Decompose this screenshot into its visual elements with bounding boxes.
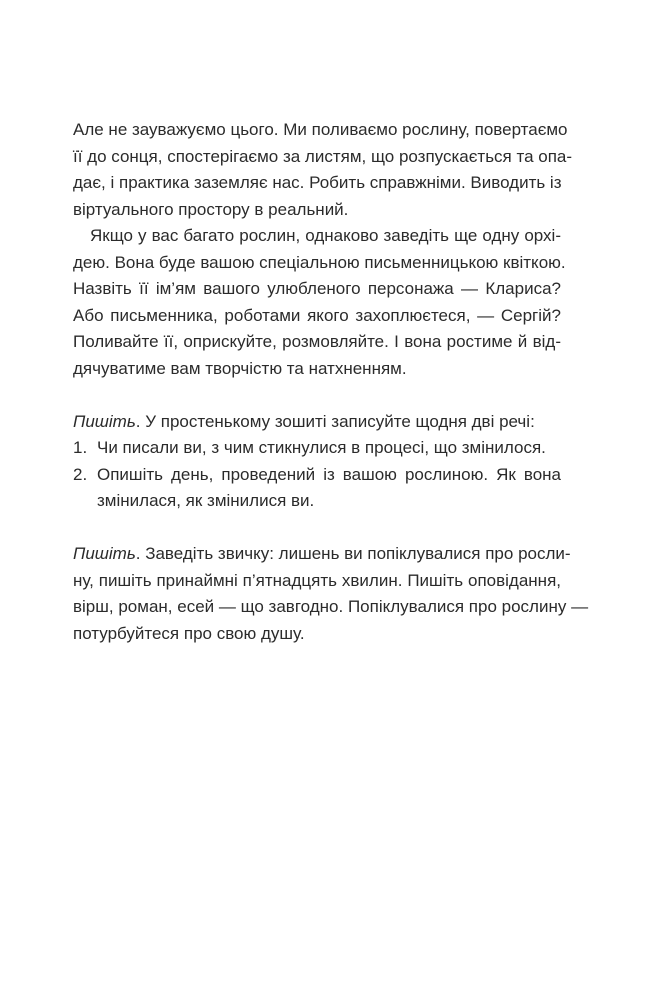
list-item-text: змінилася, як змінилися ви. [97, 491, 315, 510]
paragraph-writing-flower [73, 223, 566, 382]
text-line: дячуватиме вам творчістю та натхненням. [73, 358, 407, 378]
list-item-text: Чи писали ви, з чим стикнулися в процесі, що змінилося. [97, 438, 546, 457]
text-line: її до сонця, спостерігаємо за листям, що розпускається та опа- [73, 146, 573, 166]
text-line: вірш, роман, есей — що завгодно. Попіклувалися про рослину — [73, 597, 589, 616]
exercise-intro [73, 409, 561, 436]
list-item-text: Опишіть день, проведений із вашою рослиною. Як вона [97, 464, 561, 484]
text-line: потурбуйтеся про свою душу. [73, 623, 305, 643]
text-line: Якщо у вас багато рослин, однаково заведіть ще одну орхі- [90, 226, 561, 245]
paragraph-gap [73, 515, 561, 542]
book-page [73, 117, 589, 647]
exercise-lead: Пишіть [73, 411, 136, 431]
text-line: ну, пишіть принаймні п’ятнадцять хвилин. Пишіть оповідання, [73, 570, 561, 590]
paragraph-gap [73, 382, 561, 409]
list-number: 1. [73, 438, 88, 457]
text-line: дає, і практика заземляє нас. Робить справжніми. Виводить із [73, 173, 562, 192]
text-line: Назвіть її ім’ям вашого улюбленого персонажа — Клариса? [73, 279, 561, 298]
exercise-lead: Пишіть [73, 544, 136, 563]
text-line: Поливайте її, оприскуйте, розмовляйте. І вона ростиме й від- [73, 332, 561, 351]
text-line: Або письменника, роботами якого захоплюєтеся, — Сергій? [73, 305, 561, 325]
exercise-intro [73, 541, 571, 568]
exercise-notebook [73, 409, 561, 515]
paragraph-plants-grounding [73, 117, 573, 223]
exercise-habit [73, 541, 589, 647]
exercise-text: . Заведіть звичку: лишень ви попіклувалися про росли- [135, 544, 571, 563]
text-line: дею. Вона буде вашою спеціальною письменницькою квіткою. [73, 252, 566, 272]
text-line: Але не зауважуємо цього. Ми поливаємо рослину, повертаємо [73, 120, 568, 139]
list-number: 2. [73, 464, 88, 484]
list-item [73, 462, 561, 515]
exercise-text: . У простенькому зошиті записуйте щодня дві речі: [135, 411, 535, 431]
text-line: віртуального простору в реальний. [73, 199, 349, 219]
list-item [73, 435, 561, 462]
